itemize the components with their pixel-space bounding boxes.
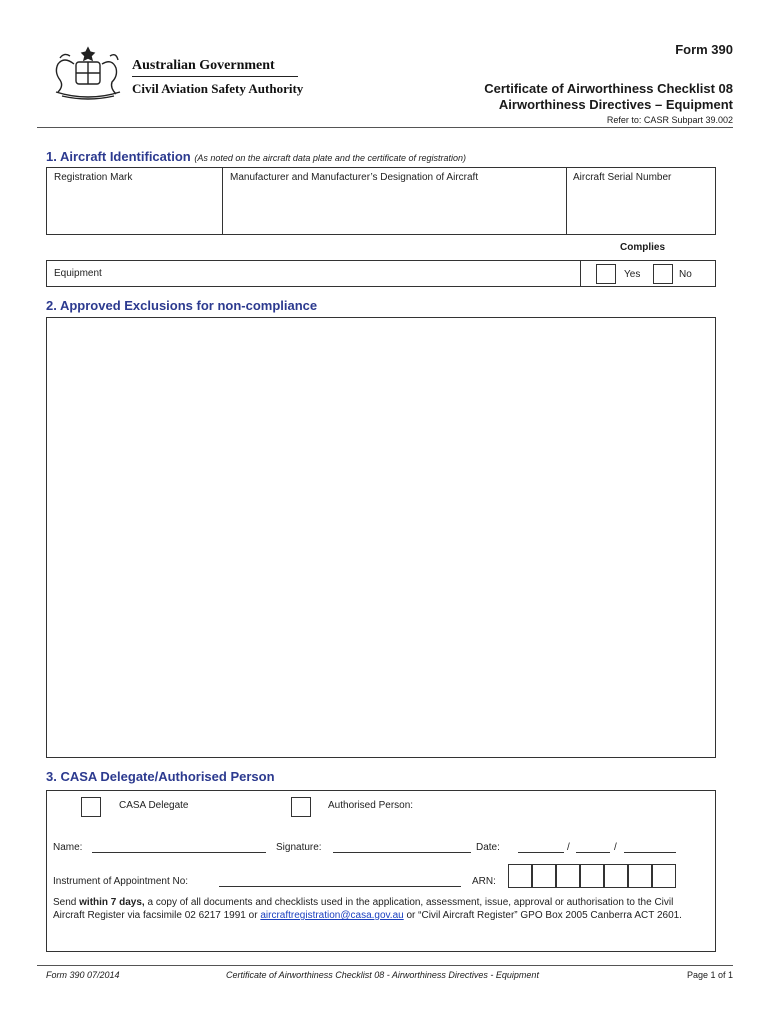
form-title-line1: Certificate of Airworthiness Checklist 08: [484, 81, 733, 96]
aircraft-id-table: [46, 167, 716, 235]
name-field[interactable]: [92, 852, 266, 853]
arn-label: ARN:: [472, 876, 496, 887]
arn-digit-box[interactable]: [508, 864, 532, 888]
arn-digit-box[interactable]: [580, 864, 604, 888]
form-title-line2: Airworthiness Directives – Equipment: [498, 97, 733, 112]
name-label: Name:: [53, 842, 83, 853]
authorised-person-checkbox[interactable]: [291, 797, 311, 817]
coat-of-arms-logo: [48, 44, 128, 102]
exclusions-textarea[interactable]: [46, 317, 716, 758]
send-instructions: [53, 896, 703, 922]
date-month-field[interactable]: [576, 852, 610, 853]
agency-name: Civil Aviation Safety Authority: [132, 81, 304, 96]
registration-email-link[interactable]: aircraftregistration@casa.gov.au: [260, 910, 404, 921]
serial-number-label: Aircraft Serial Number: [573, 172, 672, 183]
arn-digit-box[interactable]: [532, 864, 556, 888]
signature-field[interactable]: [333, 852, 471, 853]
send-address: or “Civil Aircraft Register” GPO Box 2005 Canberra ACT 2601.: [403, 910, 682, 921]
signature-label: Signature:: [276, 842, 322, 853]
date-year-field[interactable]: [624, 852, 676, 853]
serial-number-field[interactable]: [569, 186, 715, 232]
arn-digit-box[interactable]: [556, 864, 580, 888]
column-divider: [580, 261, 581, 286]
send-body: a copy of all documents and checklists used in the application, assessment, issue, approval or authorisation to the Civil Aircraft Register via facsimile 02 6217 1991 or: [53, 897, 674, 921]
section1-note: (As noted on the aircraft data plate and the certificate of registration): [194, 153, 466, 163]
complies-no-checkbox[interactable]: [653, 264, 673, 284]
date-label: Date:: [476, 842, 500, 853]
header-divider: [37, 127, 733, 128]
arn-digit-box[interactable]: [628, 864, 652, 888]
casa-delegate-label: CASA Delegate: [119, 800, 189, 811]
column-divider: [566, 168, 567, 234]
government-name: Australian Government: [132, 58, 275, 73]
no-label: No: [679, 269, 692, 280]
manufacturer-label: Manufacturer and Manufacturer’s Designation of Aircraft: [230, 172, 479, 183]
footer-divider: [37, 965, 733, 966]
send-prefix: Send: [53, 897, 80, 908]
instrument-label: Instrument of Appointment No:: [53, 876, 189, 887]
instrument-field[interactable]: [219, 886, 461, 887]
registration-mark-label: Registration Mark: [54, 172, 133, 183]
date-separator: /: [614, 842, 617, 853]
section1-title: 1. Aircraft Identification: [46, 149, 191, 164]
complies-label: Complies: [620, 242, 666, 253]
column-divider: [222, 168, 223, 234]
casa-delegate-checkbox[interactable]: [81, 797, 101, 817]
section2-heading: 2. Approved Exclusions for non-compliance: [46, 298, 318, 313]
refer-to-note: Refer to: CASR Subpart 39.002: [606, 115, 733, 125]
arn-digit-box[interactable]: [652, 864, 676, 888]
arn-digit-box[interactable]: [604, 864, 628, 888]
section1-heading: [46, 149, 466, 164]
equipment-label: Equipment: [54, 268, 102, 279]
section3-heading: 3. CASA Delegate/Authorised Person: [46, 769, 275, 784]
footer-form-date: Form 390 07/2014: [46, 970, 120, 980]
yes-label: Yes: [624, 269, 641, 280]
manufacturer-field[interactable]: [225, 186, 564, 232]
date-separator: /: [567, 842, 570, 853]
form-number: Form 390: [675, 42, 733, 57]
authorised-person-label: Authorised Person:: [328, 800, 414, 811]
footer-doc-title: Certificate of Airworthiness Checklist 08 - Airworthiness Directives - Equipment: [226, 970, 539, 980]
registration-mark-field[interactable]: [49, 186, 220, 232]
logo-divider: [132, 76, 298, 77]
date-day-field[interactable]: [518, 852, 564, 853]
send-deadline: within 7 days,: [79, 897, 145, 908]
complies-yes-checkbox[interactable]: [596, 264, 616, 284]
footer-page-number: Page 1 of 1: [686, 970, 733, 980]
